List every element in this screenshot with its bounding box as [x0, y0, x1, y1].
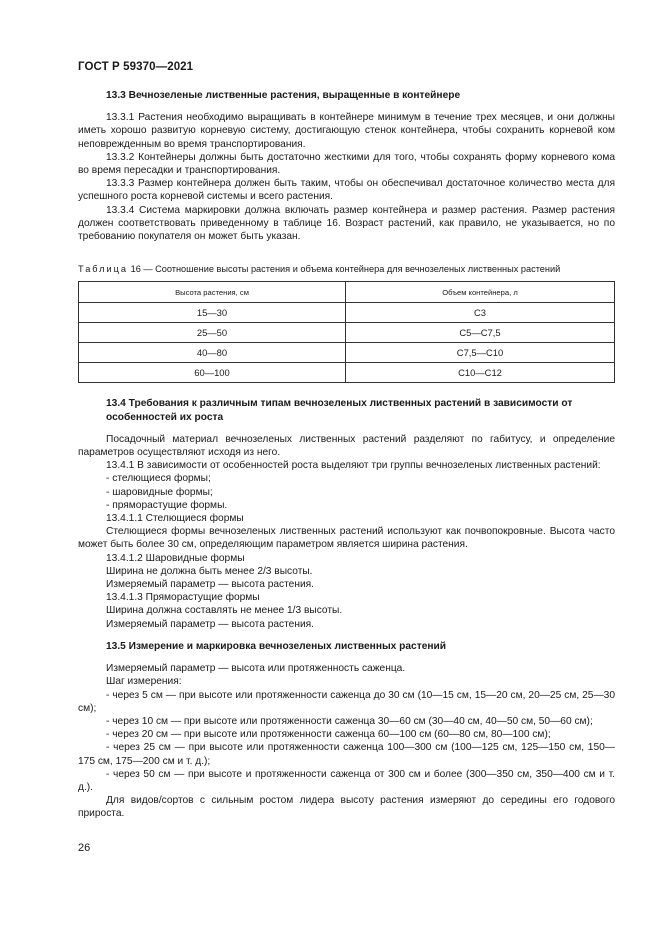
para-13-4-1-3-a: Ширина должна составлять не менее 1/3 высоты. — [106, 605, 343, 617]
para-13-4-1-2-b: Измеряемый параметр — высота растения. — [106, 579, 315, 591]
standard-code-header: ГОСТ Р 59370—2021 — [78, 61, 194, 73]
subsection-13-4-1-2-heading: 13.4.1.2 Шаровидные формы — [106, 552, 245, 564]
section-13-3-title: 13.3 Вечнозеленые лиственные растения, выращенные в контейнере — [106, 90, 461, 101]
list-item: - через 10 см — при высоте или протяженности саженца 30—60 см (30—40 см, 40—50 см, 50—60 см); — [106, 715, 593, 727]
para-13-4-1: 13.4.1 В зависимости от особенностей роста выделяют три группы вечнозеленых лиственных растений: — [106, 460, 601, 472]
table-header-row — [79, 282, 615, 303]
para-13-4-intro: Посадочный материал вечнозеленых лиственных растений разделяют по габитусу, и определение параметров осуществляют исходя из него. — [78, 433, 615, 459]
table-caption-label: Таблица — [78, 264, 129, 275]
list-item: - через 20 см — при высоте или протяженности саженца 60—100 см (60—80 см, 80—100 см); — [106, 729, 551, 741]
para-13-3-4: 13.3.4 Система маркировки должна включать размер контейнера и размер растения. Размер растения должен соответствовать приведенному в таблице 16. Возраст растений, как правило, не указывается, но по требованию покупателя он может быть указан. — [78, 204, 615, 243]
table-16 — [78, 281, 615, 383]
subsection-13-4-1-3-heading: 13.4.1.3 Пряморастущие формы — [106, 592, 260, 604]
table-cell: C5—C7,5 — [346, 323, 615, 343]
para-13-3-1: 13.3.1 Растения необходимо выращивать в контейнере минимум в течение трех месяцев, и они должны иметь хорошо развитую корневую систему, достигающую стенок контейнера, чтобы сохранить корневой ком неповрежденным во время транспортирования. — [78, 112, 615, 150]
para-13-3-3: 13.3.3 Размер контейнера должен быть таким, чтобы он обеспечивал достаточное количество места для успешного роста корневой системы и всего растения. — [78, 178, 615, 203]
para-13-5-1: Измеряемый параметр — высота или протяженность саженца. — [106, 663, 406, 675]
table-caption-text: 16 — Соотношение высоты растения и объема контейнера для вечнозеленых лиственных растений — [128, 264, 561, 275]
list-item: - шаровидные формы; — [106, 486, 213, 498]
table-cell: 40—80 — [79, 343, 346, 363]
page-number: 26 — [78, 842, 91, 854]
list-item: - через 50 см — при высоте и протяженности саженца от 300 см и более (300—350 см, 350—400 см и т. д.). — [78, 768, 615, 793]
para-13-4-1-1: Стелющиеся формы вечнозеленых лиственных растений используют как почвопокровные. Высота часто может быть более 30 см, определяющим параметром является ширина растения. — [78, 526, 615, 551]
section-13-4-title: 13.4 Требования к различным типам вечнозеленых лиственных растений в зависимости от особенностей их роста — [106, 398, 573, 423]
list-item: - через 5 см — при высоте или протяженности саженца до 30 см (10—15 см, 15—20 см, 20—25 см, 25—30 см); — [78, 689, 615, 714]
page-content — [78, 89, 615, 821]
table-16-caption — [78, 263, 615, 276]
para-13-5-3: Для видов/сортов с сильным ростом лидера высоту растения измеряют до середины его годового прироста. — [78, 795, 615, 820]
list-item: - стелющиеся формы; — [106, 473, 211, 485]
para-13-3-2: 13.3.2 Контейнеры должны быть достаточно жесткими для того, чтобы сохранять форму корневого кома во время пересадки и транспортирования. — [78, 151, 615, 177]
table-cell: C3 — [346, 303, 615, 323]
table-cell: 25—50 — [79, 323, 346, 343]
table-header-cell: Высота растения, см — [79, 282, 346, 303]
table-row — [79, 343, 615, 363]
table-cell: C10—C12 — [346, 363, 615, 383]
para-13-5-2: Шаг измерения: — [106, 676, 182, 688]
table-row — [79, 363, 615, 383]
table-cell: 60—100 — [79, 363, 346, 383]
para-13-4-1-3-b: Измеряемый параметр — высота растения. — [106, 618, 315, 630]
section-13-5-title: 13.5 Измерение и маркировка вечнозеленых лиственных растений — [106, 640, 447, 652]
list-item: - пряморастущие формы. — [106, 499, 228, 511]
subsection-13-4-1-1-heading: 13.4.1.1 Стелющиеся формы — [106, 513, 244, 525]
para-13-4-1-2-a: Ширина не должна быть менее 2/3 высоты. — [106, 565, 313, 577]
table-header-cell: Объем контейнера, л — [346, 282, 615, 303]
table-row — [79, 303, 615, 323]
table-cell: C7,5—C10 — [346, 343, 615, 363]
table-row — [79, 323, 615, 343]
list-item: - через 25 см — при высоте или протяженности саженца 100—300 см (100—125 см, 125—150 см, 150—175 см, 175—200 см и т. д.); — [78, 742, 615, 767]
table-cell: 15—30 — [79, 303, 346, 323]
